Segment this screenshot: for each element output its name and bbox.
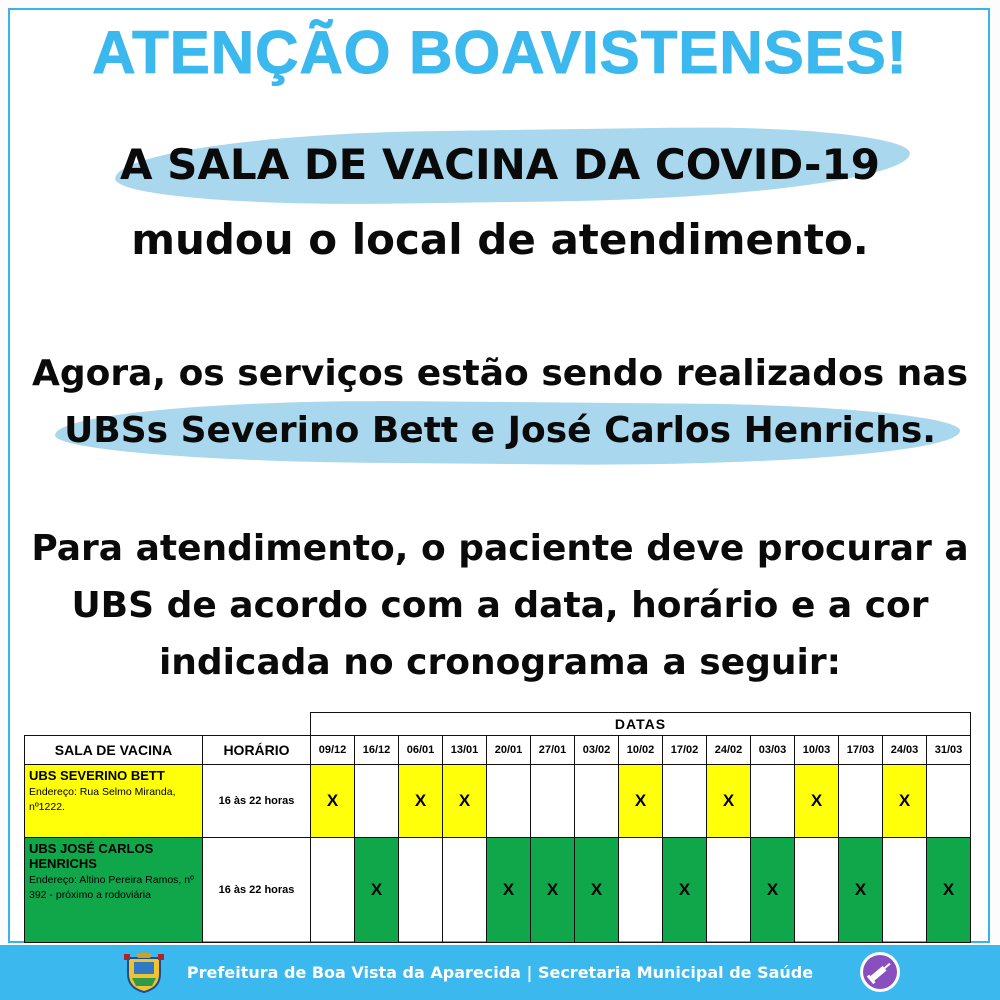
schedule-day-cell: [883, 838, 927, 943]
schedule-day-cell: [839, 838, 883, 943]
hours-cell: 16 às 22 horas: [203, 765, 311, 838]
date-header-cell: 17/02: [663, 736, 707, 765]
attendance-mark: X: [502, 880, 515, 899]
schedule-day-cell: [619, 765, 663, 838]
date-header-cell: 09/12: [311, 736, 355, 765]
attendance-mark: X: [810, 791, 823, 810]
schedule-day-cell: [355, 838, 399, 943]
ubs-name-cell: [25, 765, 203, 838]
schedule-day-cell: [443, 838, 487, 943]
schedule-day-cell: [927, 765, 971, 838]
schedule-day-cell: [531, 765, 575, 838]
schedule-day-cell: [531, 838, 575, 943]
hours-cell: 16 às 22 horas: [203, 838, 311, 943]
municipal-crest-icon: [122, 952, 166, 994]
col-header-horario: HORÁRIO: [203, 736, 311, 765]
attendance-mark: X: [546, 880, 559, 899]
vaccination-schedule-table: [24, 712, 971, 943]
schedule-day-cell: [839, 765, 883, 838]
date-header-cell: 17/03: [839, 736, 883, 765]
attendance-mark: X: [370, 880, 383, 899]
date-header-cell: 13/01: [443, 736, 487, 765]
date-header-cell: 24/02: [707, 736, 751, 765]
date-header-cell: 06/01: [399, 736, 443, 765]
date-header-cell: 03/03: [751, 736, 795, 765]
ubs-address: Endereço: Rua Selmo Miranda, nº1222.: [29, 786, 176, 814]
ubs-name-cell: [25, 838, 203, 943]
date-header-cell: 10/03: [795, 736, 839, 765]
schedule-day-cell: [575, 838, 619, 943]
schedule-day-cell: [795, 838, 839, 943]
attendance-mark: X: [678, 880, 691, 899]
attendance-mark: X: [898, 791, 911, 810]
intro-line-1: A SALA DE VACINA DA COVID-19: [120, 140, 880, 189]
instructions-line-3: indicada no cronograma a seguir:: [158, 642, 842, 683]
schedule-day-cell: [399, 765, 443, 838]
schedule-day-cell: [663, 838, 707, 943]
datas-header-row: [25, 713, 971, 736]
instructions-line-1: Para atendimento, o paciente deve procurar a: [31, 528, 969, 569]
attendance-mark: X: [942, 880, 955, 899]
headline: ATENÇÃO BOAVISTENSES!: [92, 19, 908, 86]
instructions-line-2: UBS de acordo com a data, horário e a cor: [71, 585, 929, 626]
column-header-row: [25, 736, 971, 765]
attendance-mark: X: [458, 791, 471, 810]
schedule-day-cell: [355, 765, 399, 838]
schedule-day-cell: [883, 765, 927, 838]
attendance-mark: X: [590, 880, 603, 899]
col-header-sala: SALA DE VACINA: [25, 736, 203, 765]
schedule-day-cell: [311, 838, 355, 943]
attendance-mark: X: [854, 880, 867, 899]
datas-header: DATAS: [311, 713, 971, 736]
schedule-day-cell: [575, 765, 619, 838]
schedule-day-cell: [619, 838, 663, 943]
schedule-day-cell: [927, 838, 971, 943]
services-line-1: Agora, os serviços estão sendo realizados nas: [31, 353, 969, 394]
schedule-day-cell: [663, 765, 707, 838]
ubs-name: UBS SEVERINO BETT: [29, 768, 165, 783]
date-header-cell: 27/01: [531, 736, 575, 765]
date-header-cell: 20/01: [487, 736, 531, 765]
schedule-day-cell: [487, 765, 531, 838]
ubs-address: Endereço: Altino Pereira Ramos, nº 392 - próximo a rodoviária: [29, 874, 194, 902]
schedule-day-cell: [795, 765, 839, 838]
attendance-mark: X: [326, 791, 339, 810]
vaccine-syringe-icon: [858, 950, 902, 994]
attendance-mark: X: [766, 880, 779, 899]
attendance-mark: X: [722, 791, 735, 810]
schedule-day-cell: [707, 765, 751, 838]
schedule-day-cell: [399, 838, 443, 943]
attendance-mark: X: [634, 791, 647, 810]
attendance-mark: X: [414, 791, 427, 810]
date-header-cell: 24/03: [883, 736, 927, 765]
schedule-row-severino-bett: [25, 765, 971, 838]
schedule-day-cell: [751, 765, 795, 838]
footer-text: Prefeitura de Boa Vista da Aparecida | Secretaria Municipal de Saúde: [186, 963, 814, 982]
schedule-day-cell: [751, 838, 795, 943]
schedule-row-jose-carlos-henrichs: [25, 838, 971, 943]
services-line-2: UBSs Severino Bett e José Carlos Henrichs.: [64, 410, 936, 451]
ubs-name: UBS JOSÉ CARLOS HENRICHS: [29, 841, 154, 871]
schedule-day-cell: [707, 838, 751, 943]
intro-line-2: mudou o local de atendimento.: [131, 215, 869, 264]
schedule-day-cell: [443, 765, 487, 838]
date-header-cell: 10/02: [619, 736, 663, 765]
schedule-day-cell: [487, 838, 531, 943]
schedule-day-cell: [311, 765, 355, 838]
date-header-cell: 16/12: [355, 736, 399, 765]
date-header-cell: 31/03: [927, 736, 971, 765]
date-header-cell: 03/02: [575, 736, 619, 765]
